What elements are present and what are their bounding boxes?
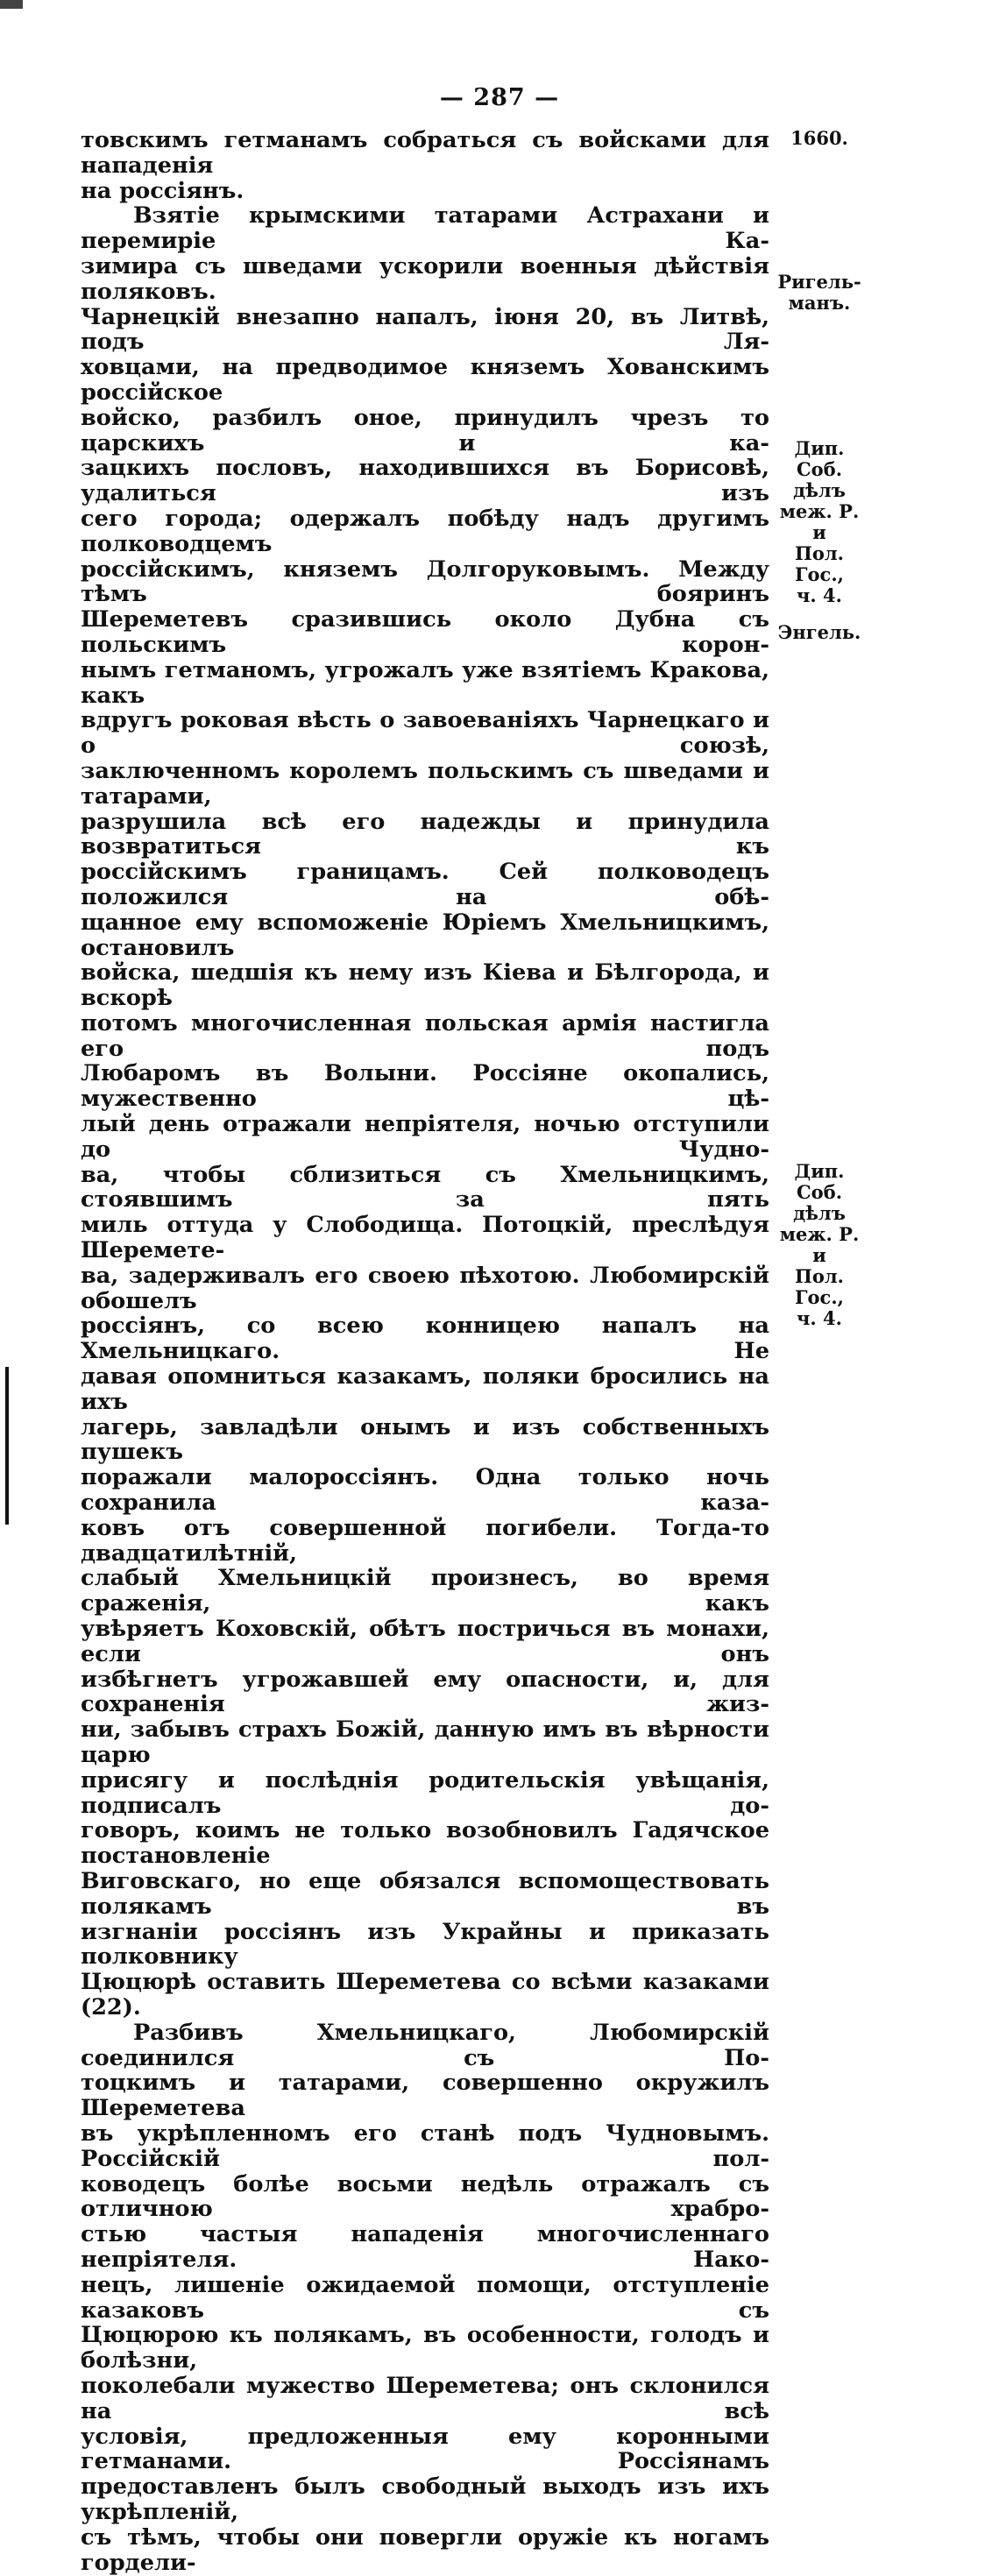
margin-note-line: дѣлъ xyxy=(793,479,846,501)
margin-note-rigelman xyxy=(771,272,868,314)
margin-note-engel-text: Энгель. xyxy=(777,621,861,643)
text-line: россійскимъ, княземъ Долгоруковымъ. Между тѣмъ бояринъ xyxy=(81,556,769,608)
text-line: условія, предложенныя ему коронными гетманами. Россіянамъ xyxy=(81,2423,769,2475)
text-line: сего города; одержалъ побѣду надъ другимъ полководцемъ xyxy=(81,505,769,557)
margin-note-line: ч. 4. xyxy=(797,1307,842,1329)
text-line: лый день отражали непріятеля, ночью отступили до Чудно- xyxy=(81,1111,769,1163)
margin-note-line: ч. 4. xyxy=(797,584,842,606)
text-line: увѣряетъ Коховскій, обѣтъ постричься въ монахи, если онъ xyxy=(81,1616,769,1667)
text-line: вдругъ роковая вѣсть о завоеваніяхъ Чарнецкаго и о союзѣ, xyxy=(81,707,769,760)
margin-note-line: дѣлъ xyxy=(793,1202,846,1224)
text-line: ва, чтобы сблизиться съ Хмельницкимъ, стоявшимъ за пять xyxy=(81,1161,769,1214)
text-line: предоставленъ былъ свободный выходъ изъ ихъ укрѣпленій, xyxy=(81,2473,769,2525)
text-line: войска, шедшія къ нему изъ Кіева и Бѣлгорода, и вскорѣ xyxy=(81,959,769,1012)
text-line: лагерь, завладѣли онымъ и изъ собственныхъ пушекъ xyxy=(81,1413,769,1466)
margin-note-line: Ригель- xyxy=(777,271,861,293)
text-line: говоръ, коимъ не только возобновилъ Гадячское постановленіе xyxy=(81,1817,769,1870)
text-line: нецъ, лишеніе ожидаемой помощи, отступленіе казаковъ съ xyxy=(81,2271,769,2324)
margin-note-line: меж. Р. и xyxy=(779,500,860,543)
text-line: Взятіе крымскими татарами Астрахани и перемиріе Ка- xyxy=(81,202,769,255)
margin-note-line: Дип. Соб. xyxy=(794,1160,845,1203)
scan-edge-shadow xyxy=(5,1367,9,1525)
text-line: на россіянъ. xyxy=(81,177,244,204)
text-line: россіянъ, со всею конницею напалъ на Хмельницкаго. Не xyxy=(81,1313,769,1365)
text-line: товскимъ гетманамъ собраться съ войсками для нападенія xyxy=(81,127,769,179)
text-line: поражали малороссіянъ. Одна только ночь сохранила каза- xyxy=(81,1464,769,1517)
text-line: ва, задерживалъ его своею пѣхотою. Любомирскій обошелъ xyxy=(81,1262,769,1314)
text-line: ковъ отъ совершенной погибели. Тогда-то двадцатилѣтній, xyxy=(81,1514,769,1567)
text-line: поколебали мужество Шереметева; онъ склонился на всѣ xyxy=(81,2372,769,2424)
margin-note-line: Пол. Гос., xyxy=(795,542,844,585)
text-line: Виговскаго, но еще обязался вспомоществовать полякамъ въ xyxy=(81,1867,769,1920)
text-line: ховцами, на предводимое княземъ Хованскимъ россійское xyxy=(81,354,769,406)
margin-note-line: манъ. xyxy=(788,292,851,314)
text-line: миль оттуда у Слободища. Потоцкій, преслѣдуя Шереметe- xyxy=(81,1212,769,1264)
text-line: Цюцюрою къ полякамъ, въ особенности, голодъ и болѣзни, xyxy=(81,2322,769,2374)
text-line: Любаромъ въ Волыни. Россіяне окопались, мужественно цѣ- xyxy=(81,1060,769,1113)
text-line: заключенномъ королемъ польскимъ съ шведами и татарами, xyxy=(81,757,769,810)
text-line: стью частыя нападенія многочисленнаго непріятеля. Нако- xyxy=(81,2221,769,2273)
text-line: давая опомниться казакамъ, поляки бросились на ихъ xyxy=(81,1363,769,1415)
text-line: изгнаніи россіянъ изъ Украйны и приказать полковнику xyxy=(81,1918,769,1971)
text-line: тоцкимъ и татарами, совершенно окружилъ Шереметева xyxy=(81,2070,769,2122)
text-line: россійскимъ границамъ. Сей полководецъ положился на обѣ- xyxy=(81,859,769,910)
text-line: зацкихъ пословъ, находившихся въ Борисовѣ, удалиться изъ xyxy=(81,455,769,507)
text-line: Разбивъ Хмельницкаго, Любомирскій соединился съ По- xyxy=(81,2019,769,2071)
margin-note-year xyxy=(771,128,868,149)
text-line: Цюцюрѣ оставить Шереметева со всѣми казаками (22). xyxy=(81,1969,769,2020)
margin-note-line: Пол. Гос., xyxy=(795,1265,844,1308)
text-line: нымъ гетманомъ, угрожалъ уже взятіемъ Кракова, какъ xyxy=(81,656,769,709)
margin-note-year-text: 1660. xyxy=(790,127,848,149)
text-line: щанное ему вспоможеніе Юріемъ Хмельницкимъ, остановилъ xyxy=(81,909,769,961)
text-line: разрушила всѣ его надежды и принудила возвратиться къ xyxy=(81,808,769,860)
main-text-body xyxy=(81,128,769,2575)
text-line: избѣгнетъ угрожавшей ему опасности, и, для сохраненія жиз- xyxy=(81,1666,769,1718)
text-line: зимира съ шведами ускорили военныя дѣйствія поляковъ. xyxy=(81,252,769,305)
margin-note-line: Дип. Соб. xyxy=(794,437,845,480)
margin-note-diplomatic-2 xyxy=(771,1161,868,1329)
text-line: съ тѣмъ, чтобы они повергли оружіе къ ногамъ гордели- xyxy=(81,2523,769,2576)
text-line: войско, разбилъ оное, принудилъ чрезъ то царскихъ и ка- xyxy=(81,404,769,456)
text-line: присягу и послѣднія родительскія увѣщанія, подписалъ до- xyxy=(81,1766,769,1819)
text-line: слабый Хмельницкій произнесъ, во время сраженія, какъ xyxy=(81,1565,769,1617)
margin-note-engel xyxy=(771,622,868,643)
text-line: ни, забывъ страхъ Божій, данную имъ въ вѣрности царю xyxy=(81,1716,769,1768)
text-line: потомъ многочисленная польская армія настигла его подъ xyxy=(81,1009,769,1062)
page-number: — 287 — xyxy=(439,84,560,111)
text-line: Чарнецкій внезапно напалъ, іюня 20, въ Литвѣ, подъ Ля- xyxy=(81,303,769,356)
margin-note-line: меж. Р. и xyxy=(779,1223,860,1266)
scan-artifact-mark xyxy=(0,0,23,9)
text-line: Шереметевъ сразившись около Дубна съ польскимъ корон- xyxy=(81,606,769,658)
text-line: ководецъ болѣе восьми недѣль отражалъ съ отличною храбро- xyxy=(81,2170,769,2223)
margin-note-diplomatic-1 xyxy=(771,438,868,606)
text-line: въ укрѣпленномъ его станѣ подъ Чудновымъ. Россійскій пол- xyxy=(81,2120,769,2172)
